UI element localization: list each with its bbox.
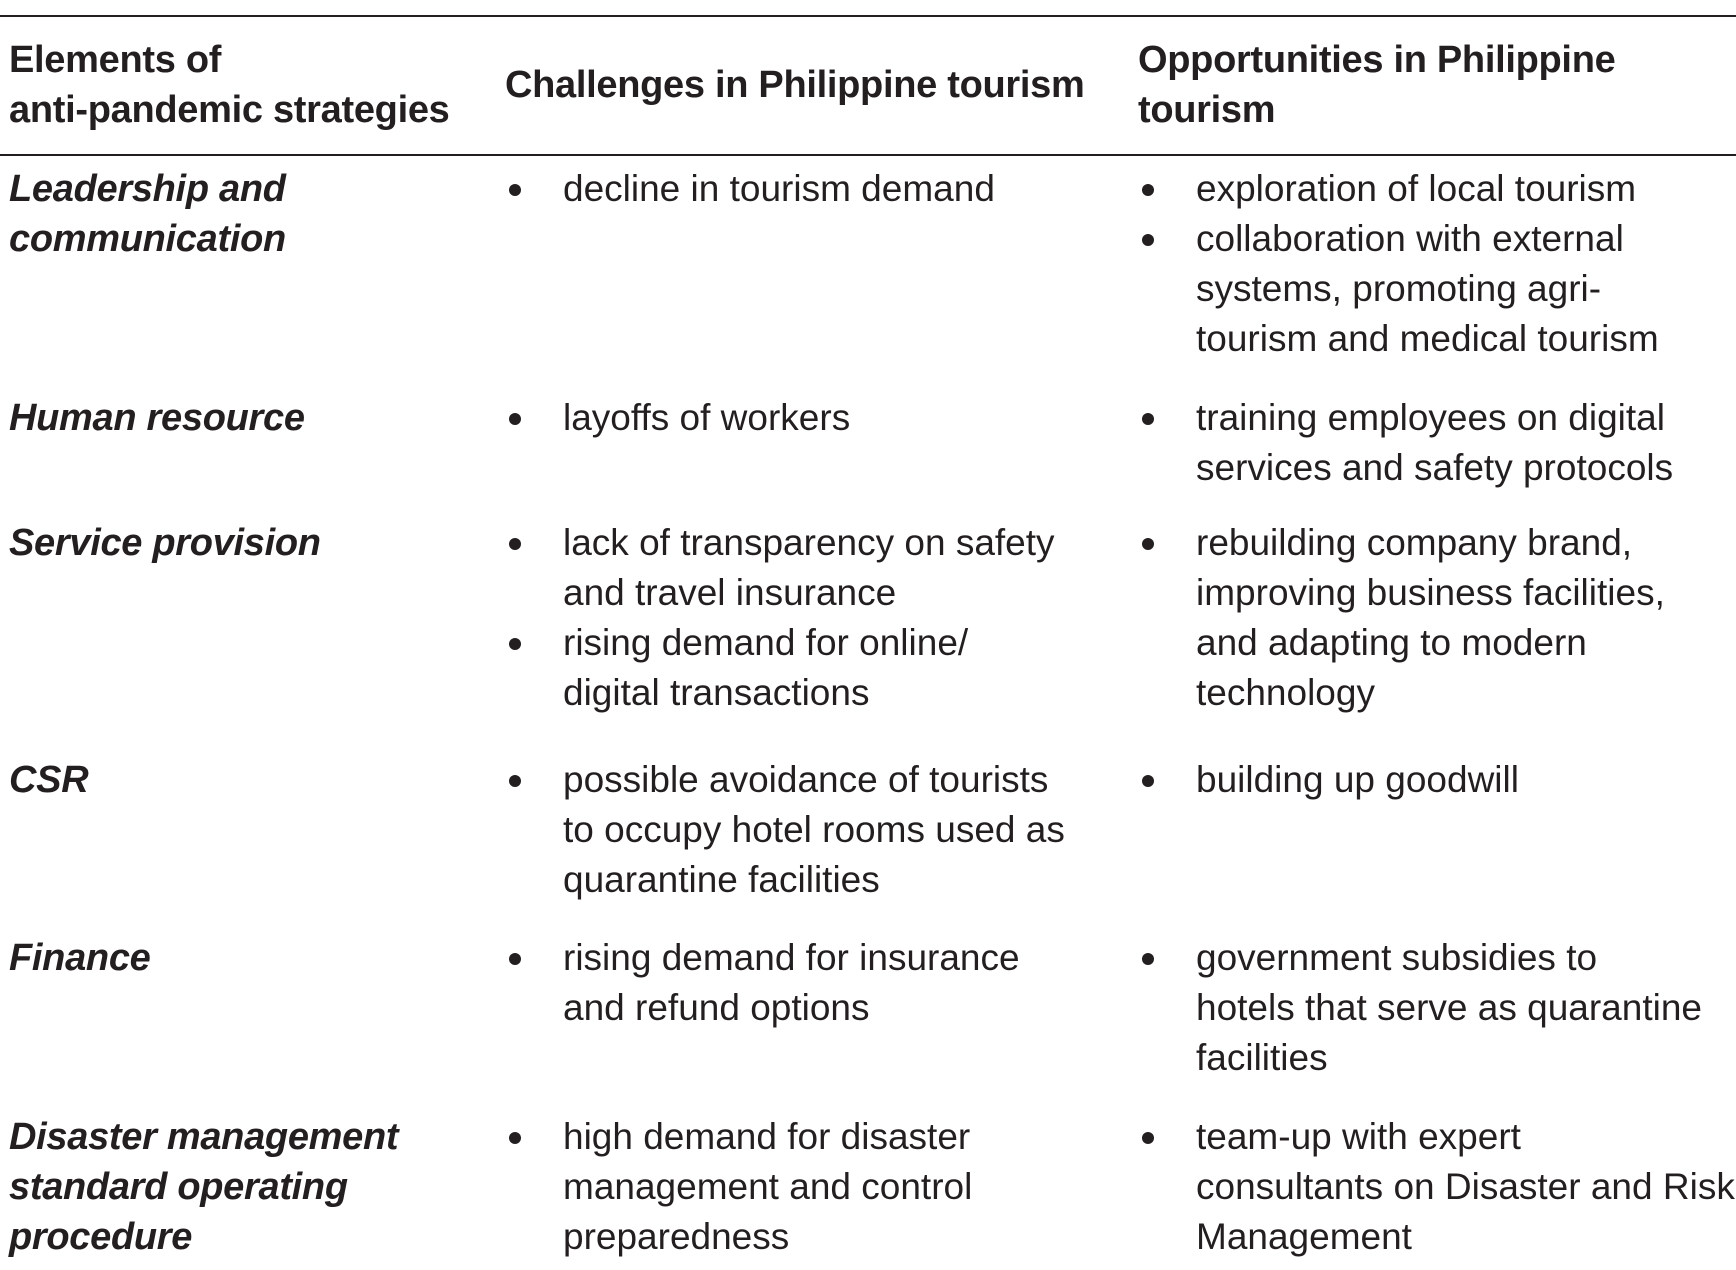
challenge-item: decline in tourism demand (505, 164, 995, 214)
challenge-item: rising demand for online/ digital transactions (505, 618, 1055, 718)
opportunities-list-finance (1138, 933, 1702, 1083)
challenge-item: lack of transparency on safety and travel insurance (505, 518, 1055, 618)
challenges-list-csr (505, 755, 1065, 905)
challenges-list-service-provision (505, 518, 1055, 718)
challenges-list-leadership (505, 164, 995, 214)
challenge-item: rising demand for insurance and refund options (505, 933, 1020, 1033)
opportunities-list-disaster-management (1138, 1112, 1735, 1262)
row-label-finance: Finance (9, 937, 151, 979)
row-label-disaster-management: Disaster management standard operating procedure (9, 1116, 399, 1258)
header-challenges: Challenges in Philippine tourism (505, 64, 1085, 106)
row-label-service-provision: Service provision (9, 522, 321, 564)
opportunities-list-human-resource (1138, 393, 1673, 493)
row-label-leadership: Leadership and communication (9, 168, 286, 260)
opportunities-list-service-provision (1138, 518, 1665, 718)
opportunity-item: government subsidies to hotels that serve as quarantine facilities (1138, 933, 1702, 1083)
challenge-item: layoffs of workers (505, 393, 850, 443)
opportunity-item: rebuilding company brand, improving business facilities, and adapting to modern technology (1138, 518, 1665, 718)
table-top-rule (0, 15, 1736, 17)
opportunities-list-csr (1138, 755, 1519, 805)
challenges-list-disaster-management (505, 1112, 972, 1262)
challenges-list-finance (505, 933, 1020, 1033)
challenges-list-human-resource (505, 393, 850, 443)
opportunity-item: team-up with expert consultants on Disaster and Risk Management (1138, 1112, 1735, 1262)
opportunity-item: exploration of local tourism (1138, 164, 1659, 214)
header-elements: Elements of anti-pandemic strategies (9, 39, 450, 131)
opportunities-list-leadership (1138, 164, 1659, 364)
row-label-csr: CSR (9, 759, 89, 801)
header-divider-rule (0, 154, 1736, 156)
row-label-human-resource: Human resource (9, 397, 305, 439)
opportunity-item: training employees on digital services and safety protocols (1138, 393, 1673, 493)
challenge-item: high demand for disaster management and control preparedness (505, 1112, 972, 1262)
header-opportunities: Opportunities in Philippine tourism (1138, 39, 1616, 131)
opportunity-item: collaboration with external systems, promoting agri- tourism and medical tourism (1138, 214, 1659, 364)
challenge-item: possible avoidance of tourists to occupy hotel rooms used as quarantine facilities (505, 755, 1065, 905)
opportunity-item: building up goodwill (1138, 755, 1519, 805)
